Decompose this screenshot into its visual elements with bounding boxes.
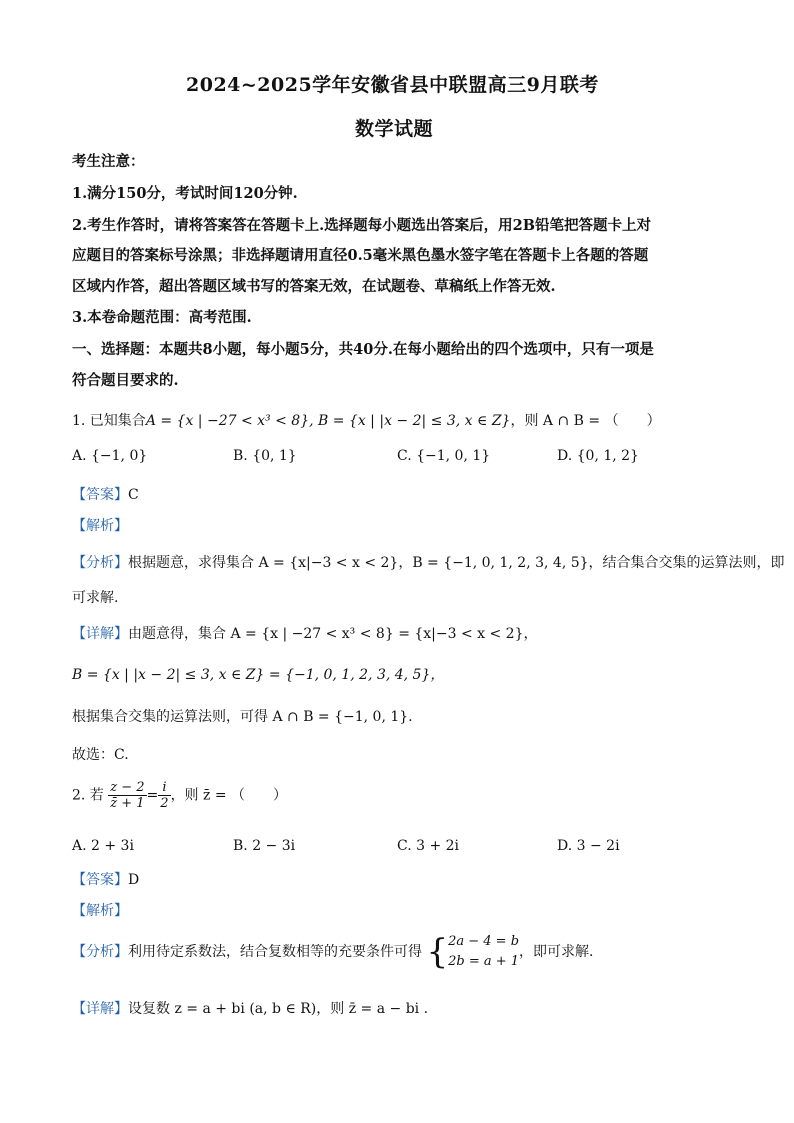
q1-set-b: , B = {x | |x − 2| ≤ 3, x ∈ Z} xyxy=(309,413,511,429)
q2-xiangjie-text: 设复数 z = a + bi (a, b ∈ R)，则 z̄ = a − bi . xyxy=(128,1001,429,1017)
q1-answer-value: C xyxy=(128,487,139,503)
q1-choose: 故选：C. xyxy=(72,747,129,763)
q2-option-a: A. 2 + 3i xyxy=(72,838,134,854)
q2-option-d: D. 3 − 2i xyxy=(557,838,620,854)
notice-line-2c: 区域内作答，超出答题区域书写的答案无效，在试题卷、草稿纸上作答无效. xyxy=(72,278,556,295)
q2-fenxi-text: 利用待定系数法，结合复数相等的充要条件可得 xyxy=(128,944,422,960)
q2-answer-value: D xyxy=(128,872,140,888)
q2-fenxi xyxy=(72,932,593,972)
q2-option-c: C. 3 + 2i xyxy=(397,838,460,854)
q1-fenxi-text: 根据题意，求得集合 A = {x|−3 < x < 2}，B = {−1, 0, 1, 2, 3, 4, 5}，结合集合交集的运算法则，即 xyxy=(128,555,785,571)
q1-option-c: C. {−1, 0, 1} xyxy=(397,448,491,464)
notice-line-3: 3.本卷命题范围：高考范围. xyxy=(72,309,252,326)
q2-fraction-left-den: z̄ + 1 xyxy=(110,796,145,811)
q2-system-line-1: 2a − 4 = b xyxy=(448,934,520,949)
q1-option-a: A. {−1, 0} xyxy=(72,448,148,464)
exam-subtitle: 数学试题 xyxy=(355,118,434,140)
q2-stem xyxy=(72,780,287,811)
notice-heading: 考生注意： xyxy=(72,153,145,170)
q1-analysis-tag: 【解析】 xyxy=(72,518,128,534)
q2-fraction-right-num: i xyxy=(158,780,170,796)
q1-set-a: A = {x | −27 < x³ < 8} xyxy=(145,413,310,429)
notice-line-1: 1.满分150分，考试时间120分钟. xyxy=(72,185,298,202)
q1-xiangjie-line-3: 根据集合交集的运算法则，可得 A ∩ B = {−1, 0, 1}. xyxy=(72,709,413,725)
section-heading-line-1: 一、选择题：本题共8小题，每小题5分，共40分.在每小题给出的四个选项中，只有一项是 xyxy=(72,341,654,358)
q1-fenxi-tag: 【分析】 xyxy=(72,555,128,571)
q1-option-b: B. {0, 1} xyxy=(233,448,297,464)
q1-stem xyxy=(72,410,661,430)
q2-fraction-left-num: z − 2 xyxy=(110,780,145,795)
q2-xiangjie-tag: 【详解】 xyxy=(72,1001,128,1017)
q1-xiangjie-line-1: 由题意得，集合 A = {x | −27 < x³ < 8} = {x|−3 < x < 2}， xyxy=(128,626,538,642)
q1-fenxi xyxy=(72,552,785,572)
q2-fraction-right-den: 2 xyxy=(160,796,169,811)
q2-equation-system xyxy=(426,932,519,972)
q2-system-line-2: 2b = a + 1 xyxy=(448,954,520,969)
q2-system-brace: { xyxy=(426,932,449,972)
q2-fraction-right xyxy=(158,780,170,811)
q2-equals: = xyxy=(146,787,159,804)
notice-line-2b: 应题目的答案标号涂黑；非选择题请用直径0.5毫米黑色墨水签字笔在答题卡上各题的答题 xyxy=(72,247,649,264)
q1-answer xyxy=(72,484,139,504)
q1-xiangjie-line-2: B = {x | |x − 2| ≤ 3, x ∈ Z} = {−1, 0, 1, 2, 3, 4, 5}， xyxy=(72,667,445,683)
q2-analysis-tag: 【解析】 xyxy=(72,903,128,919)
q2-stem-suffix: ，则 z̄ = （ ） xyxy=(170,787,288,804)
q1-xiangjie xyxy=(72,623,538,643)
q2-stem-prefix: 2. 若 xyxy=(72,787,104,804)
q1-stem-suffix: ，则 A ∩ B = （ ） xyxy=(510,413,661,429)
section-heading-line-2: 符合题目要求的. xyxy=(72,372,179,389)
q2-answer-tag: 【答案】 xyxy=(72,872,128,888)
q2-answer xyxy=(72,869,139,889)
q1-fenxi-cont: 可求解. xyxy=(72,590,119,606)
notice-line-2a: 2.考生作答时，请将答案答在答题卡上.选择题每小题选出答案后，用2B铅笔把答题卡上对 xyxy=(72,217,652,234)
q2-option-b: B. 2 − 3i xyxy=(233,838,296,854)
q1-xiangjie-tag: 【详解】 xyxy=(72,626,128,642)
q2-fenxi-tag: 【分析】 xyxy=(72,944,128,960)
q1-stem-prefix: 1. 已知集合 xyxy=(72,413,146,429)
exam-title: 2024~2025学年安徽省县中联盟高三9月联考 xyxy=(186,74,599,96)
q1-option-d: D. {0, 1, 2} xyxy=(557,448,639,464)
q2-fraction-left xyxy=(108,780,146,811)
q1-answer-tag: 【答案】 xyxy=(72,487,128,503)
q2-fenxi-end: ，即可求解. xyxy=(519,944,594,960)
q2-xiangjie xyxy=(72,998,428,1018)
